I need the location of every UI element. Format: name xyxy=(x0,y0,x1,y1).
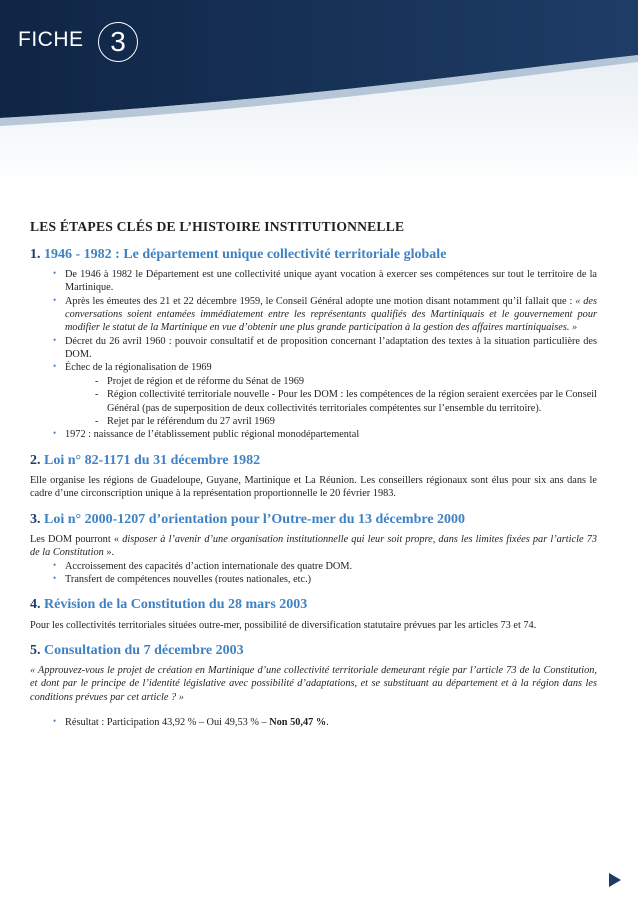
item-text: Après les émeutes des 21 et 22 décembre 1959, le Conseil Général adopte une motion disant notamment qu’il fallait que : xyxy=(65,295,573,307)
list-item: • 1972 : naissance de l’établissement public régional monodépartemental xyxy=(53,428,597,441)
question-text: « Approuvez-vous le projet de création en Martinique d’une collectivité territoriale demeurant régie par l’article 73 de la Constitution, et dont par le principe de l’identité législative avec possibilité d’adaptations, et se substituant au département et à la région dans les conditions prévues par cet article ? » xyxy=(30,665,597,703)
section-2 xyxy=(30,452,597,501)
result-highlight: Non 50,47 % xyxy=(269,717,327,729)
list-item xyxy=(53,716,597,729)
list-item: - Rejet par le référendum du 27 avril 1969 xyxy=(95,415,597,428)
consultation-question xyxy=(30,664,597,704)
header-banner xyxy=(0,0,638,190)
header-background xyxy=(0,0,638,190)
fiche-label: FICHE xyxy=(18,28,84,51)
list-item: • De 1946 à 1982 le Département est une collectivité unique ayant vocation à exercer ses compétences sur tout le territoire de la Martinique. xyxy=(53,268,597,295)
list-item: • Décret du 26 avril 1960 : pouvoir consultatif et de proposition concernant l’adaptation des textes à la situation particulière des DOM. xyxy=(53,335,597,362)
item-text: Échec de la régionalisation de 1969 xyxy=(65,362,212,374)
section-title: 1946 - 1982 : Le département unique collectivité territoriale globale xyxy=(44,246,447,262)
paragraph-start: Les DOM pourront « xyxy=(30,533,123,545)
section-heading xyxy=(30,452,597,470)
section-3 xyxy=(30,511,597,587)
bullet-list xyxy=(30,560,597,587)
section-number: 3. xyxy=(30,511,41,527)
item-quote: « des conversations soient entamées immédiatement entre les représentants qualifiés des Martiniquais et le gouvernement pour modifier le statut de la Martinique en vue d’obtenir une plus grande participation à la gestion des affaires martiniquaises. » xyxy=(65,295,598,334)
section-number: 1. xyxy=(30,246,41,262)
result-end: . xyxy=(326,717,329,729)
section-heading xyxy=(30,642,597,660)
list-item xyxy=(53,361,597,428)
section-heading xyxy=(30,246,597,264)
section-heading xyxy=(30,596,597,614)
main-content xyxy=(30,218,597,730)
page-title: LES ÉTAPES CLÉS DE L’HISTOIRE INSTITUTIONNELLE xyxy=(30,219,405,234)
section-4 xyxy=(30,596,597,632)
result-text: Résultat : Participation 43,92 % – Oui 49,53 % – xyxy=(65,717,270,729)
section-number: 4. xyxy=(30,597,41,613)
section-1 xyxy=(30,246,597,442)
list-item: • Accroissement des capacités d’action internationale des quatre DOM. xyxy=(53,560,597,573)
section-paragraph xyxy=(30,533,597,560)
list-item xyxy=(53,295,597,335)
paragraph-end: ». xyxy=(103,547,115,559)
section-title: Loi n° 82-1171 du 31 décembre 1982 xyxy=(44,452,261,468)
section-title: Consultation du 7 décembre 2003 xyxy=(44,642,244,658)
fiche-number: 3 xyxy=(98,22,138,62)
section-paragraph: Pour les collectivités territoriales situées outre-mer, possibilité de diversification statutaire prévues par les articles 73 et 74. xyxy=(30,619,537,631)
section-paragraph: Elle organise les régions de Guadeloupe, Guyane, Martinique et La Réunion. Les conseillers régionaux sont élus pour six ans dans le cadre d’une circonscription unique à la représentation proportionnelle le 20 février 1983. xyxy=(30,474,597,500)
paragraph-quote: disposer à l’avenir d’une organisation institutionnelle qui leur soit propre, dans les limites fixées par l’article 73 de la Constitution xyxy=(30,533,597,559)
dash-list xyxy=(65,375,597,429)
section-title: Loi n° 2000-1207 d’orientation pour l’Outre-mer du 13 décembre 2000 xyxy=(44,511,466,527)
list-item: • Transfert de compétences nouvelles (routes nationales, etc.) xyxy=(53,573,597,586)
bullet-list xyxy=(30,268,597,442)
section-number: 2. xyxy=(30,452,41,468)
section-heading xyxy=(30,511,597,529)
triangle-right-icon[interactable] xyxy=(608,872,622,888)
section-number: 5. xyxy=(30,642,41,658)
section-5 xyxy=(30,642,597,730)
list-item: - Région collectivité territoriale nouvelle - Pour les DOM : les compétences de la région seraient exercées par le Conseil Général (pas de superposition de deux collectivités territoriales compétentes sur l’ensemble du territoire). xyxy=(95,388,597,415)
section-title: Révision de la Constitution du 28 mars 2003 xyxy=(44,597,308,613)
list-item: - Projet de région et de réforme du Sénat de 1969 xyxy=(95,375,597,388)
bullet-list xyxy=(30,716,597,729)
